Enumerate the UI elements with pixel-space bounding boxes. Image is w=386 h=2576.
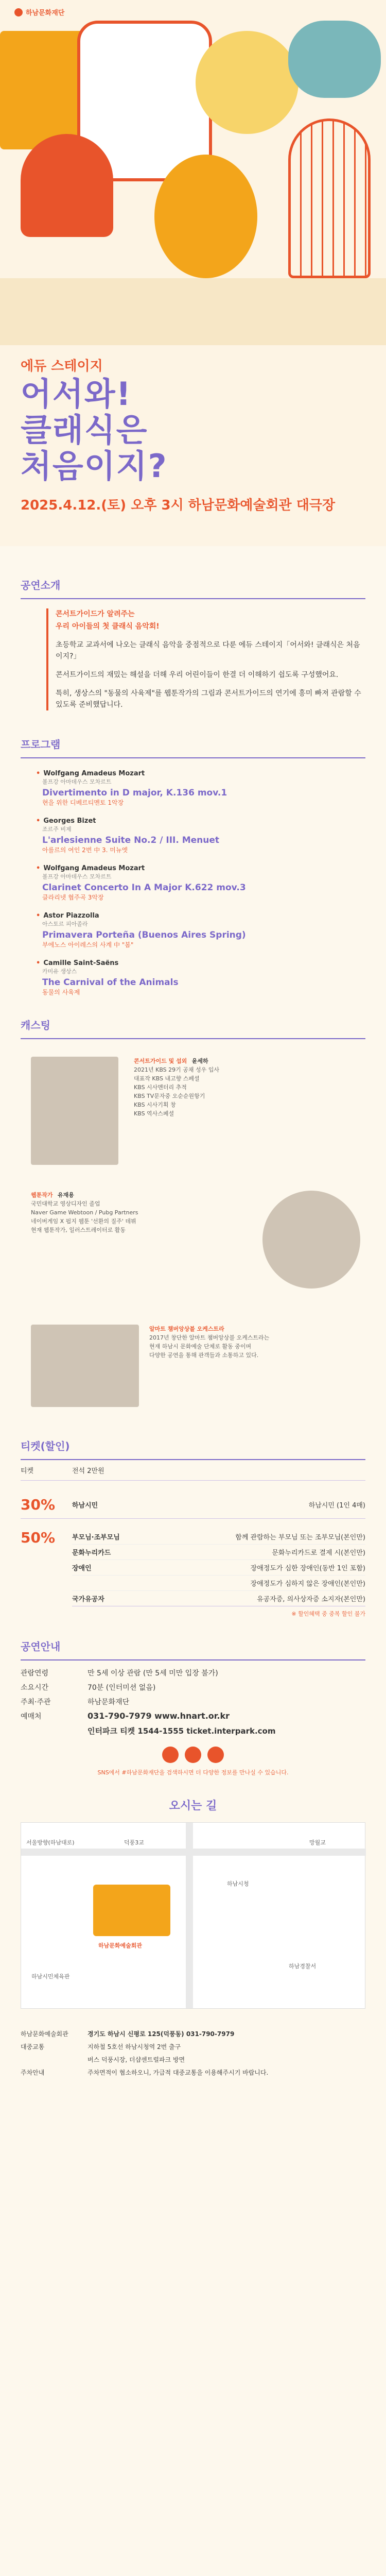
artist-role: 웹툰작가 xyxy=(31,1192,53,1198)
program-item xyxy=(36,959,365,996)
intro-highlight-1: 콘서트가이드가 알려주는 xyxy=(56,610,135,618)
price-label: 티켓 xyxy=(21,1467,34,1475)
discount-key: 국가유공자 xyxy=(72,1596,104,1603)
info-row xyxy=(21,1725,365,1736)
work-title-ko: 아를르의 여인 2번 中 3. 미뉴엣 xyxy=(42,846,128,854)
intro-highlight-2: 우리 아이들의 첫 클래식 음악회! xyxy=(56,622,160,631)
intro-paragraph: 콘서트가이드의 재밌는 해설을 더해 우리 어린이들이 한결 더 이해하기 쉽도록 구성했어요. xyxy=(56,671,339,679)
turtle-illustration-icon xyxy=(288,21,381,98)
discount-pct: 50% xyxy=(21,1529,56,1546)
discount-note: ※ 할인혜택 중 중복 할인 불가 xyxy=(291,1611,365,1617)
divider xyxy=(21,757,365,758)
discount-value: 함께 관람하는 부모님 또는 조부모님(본인만) xyxy=(235,1534,365,1541)
orchestra-line: 2017년 창단한 알마트 챔버앙상블 오케스트라는 xyxy=(149,1334,270,1341)
artist-photo xyxy=(262,1191,360,1289)
cross-road xyxy=(186,1823,193,2008)
cast-card-artist xyxy=(21,1185,365,1309)
orchestra-photo xyxy=(31,1325,139,1407)
composer: • Wolfgang Amadeus Mozart xyxy=(36,865,365,872)
discount-key: 문화누리카드 xyxy=(72,1549,111,1557)
info-key: 주최·주관 xyxy=(21,1698,51,1706)
intro-section xyxy=(0,577,386,710)
footer-value: 지하철 5호선 하남시청역 2번 출구 xyxy=(87,2043,181,2050)
footer-row xyxy=(21,2029,365,2038)
program-item xyxy=(36,912,365,949)
info-value: 만 5세 이상 관람 (만 5세 미만 입장 불가) xyxy=(87,1669,218,1677)
map-section xyxy=(0,1797,386,2009)
sun-illustration-icon xyxy=(196,31,299,134)
price-value: 전석 2만원 xyxy=(72,1467,104,1475)
work-title: L'arlesienne Suite No.2 / III. Menuet xyxy=(42,835,220,845)
map-label: 망월교 xyxy=(309,1839,326,1846)
program-item xyxy=(36,865,365,902)
discount-row xyxy=(72,1560,365,1575)
section-title: 공연소개 xyxy=(21,579,61,591)
info-key: 관람연령 xyxy=(21,1669,49,1677)
section-title: 공연안내 xyxy=(21,1640,61,1653)
cast-card-guide xyxy=(21,1052,365,1175)
title-line-3: 처음이지? xyxy=(21,447,168,485)
discount-row xyxy=(72,1545,365,1560)
artist-line: 네이버게임 X 펍지 웹툰 '선환의 질주' 데뷔 xyxy=(31,1218,136,1225)
footer-key: 대중교통 xyxy=(21,2043,45,2050)
logo-text: 하남문화재단 xyxy=(26,9,65,17)
guide-line: 대표작 KBS 내고향 스페셜 xyxy=(134,1075,200,1082)
work-title-ko: 클라리넷 협주곡 3악장 xyxy=(42,894,104,901)
artist-line: Naver Game Webtoon / Pubg Partners xyxy=(31,1209,138,1216)
intro-paragraph: 초등학교 교과서에 나오는 클래식 음악을 중점적으로 다룬 에듀 스테이지「어서와! 클래식은 처음이지?」 xyxy=(56,641,360,660)
logo-mark-icon xyxy=(14,8,23,16)
venue-marker-icon xyxy=(93,1885,170,1936)
work-title-ko: 현을 위한 디베르티멘토 1악장 xyxy=(42,799,124,806)
artist-line: 현재 웹툰작가, 일러스트레이터로 활동 xyxy=(31,1227,126,1233)
divider xyxy=(21,1659,365,1660)
main-road xyxy=(21,1849,366,1856)
program-item xyxy=(36,817,365,854)
work-title: Clarinet Concerto In A Major K.622 mov.3 xyxy=(42,883,246,893)
work-title: Divertimento in D major, K.136 mov.1 xyxy=(42,788,227,798)
date-venue: 2025.4.12.(토) 오후 3시 하남문화예술회관 대극장 xyxy=(21,498,336,513)
footer-row xyxy=(21,2042,365,2051)
divider xyxy=(21,598,365,599)
orchestra-info xyxy=(149,1325,360,1360)
orchestra-line: 다양한 공연을 통해 관객들과 소통하고 있다. xyxy=(149,1352,259,1359)
footer-row xyxy=(21,2055,365,2064)
discount-group xyxy=(21,1529,365,1606)
booking-phone-link[interactable]: 031-790-7979 www.hnart.or.kr xyxy=(87,1711,230,1721)
ticket-body xyxy=(21,1460,365,1618)
chicken-illustration-icon xyxy=(21,134,113,237)
discount-value: 유공자증, 의사상자증 소지자(본인만) xyxy=(257,1596,365,1603)
footer-value: 주차면적이 협소하오니, 가급적 대중교통을 이용해주시기 바랍니다. xyxy=(87,2069,269,2076)
composer: • Camille Saint-Saëns xyxy=(36,959,365,967)
ticket-section xyxy=(0,1438,386,1618)
discount-value: 장애정도가 심하지 않은 장애인(본인만) xyxy=(250,1580,365,1588)
discount-key: 장애인 xyxy=(72,1565,92,1572)
discount-row xyxy=(72,1496,365,1513)
divider xyxy=(21,1038,365,1039)
discount-key: 부모님·조부모님 xyxy=(72,1534,120,1541)
guide-line: KBS 시사멘터리 추적 xyxy=(134,1084,187,1091)
instagram-icon[interactable] xyxy=(207,1747,224,1763)
guide-name: 윤세하 xyxy=(191,1058,208,1064)
guide-line: 2021년 KBS 29기 공채 성우 입사 xyxy=(134,1066,220,1073)
location-map[interactable] xyxy=(21,1822,365,2009)
facebook-icon[interactable] xyxy=(185,1747,201,1763)
discount-row xyxy=(72,1591,365,1606)
section-title: 오시는 길 xyxy=(169,1800,217,1812)
guide-photo xyxy=(31,1057,118,1165)
map-label: 덕풍3교 xyxy=(124,1839,144,1846)
discount-value: 장애정도가 심한 장애인(동반 1인 포함) xyxy=(250,1565,365,1572)
footer-value: 경기도 하남시 신평로 125(덕풍동) 031-790-7979 xyxy=(87,2030,235,2038)
footer-key: 하남문화예술회관 xyxy=(21,2030,68,2038)
map-label: 서울방향(하남대로) xyxy=(26,1839,75,1846)
page-title xyxy=(21,376,168,484)
composer-ko: 아스토르 피아졸라 xyxy=(42,921,88,927)
info-row xyxy=(21,1682,365,1692)
section-title: 티켓(할인) xyxy=(21,1440,70,1452)
program-list xyxy=(36,770,365,996)
guide-line: KBS 역사스페셜 xyxy=(134,1110,174,1117)
program-section xyxy=(0,736,386,996)
lion-illustration-icon xyxy=(154,155,257,278)
artist-line: 국민대학교 영상디자인 졸업 xyxy=(31,1200,100,1207)
artist-name: 유재용 xyxy=(58,1192,74,1198)
map-label: 하남문화예술회관 xyxy=(98,1942,143,1949)
map-label: 하남시청 xyxy=(227,1880,249,1887)
footer-key xyxy=(21,2055,87,2064)
composer-ko: 조르주 비제 xyxy=(42,826,72,833)
social-note: SNS에서 #하남문화재단을 검색하시면 더 다양한 정보를 만나실 수 있습니다. xyxy=(97,1769,289,1776)
composer-ko: 볼프강 아마데우스 모차르트 xyxy=(42,778,112,785)
info-section xyxy=(0,1638,386,1776)
cast-card-orchestra xyxy=(21,1319,365,1417)
info-key: 예매처 xyxy=(21,1713,42,1721)
youtube-icon[interactable] xyxy=(162,1747,179,1763)
discount-row xyxy=(72,1575,365,1591)
section-title: 캐스팅 xyxy=(21,1019,50,1031)
guide-line: KBS TV문자중 오순순원항기 xyxy=(134,1093,205,1099)
info-row xyxy=(21,1697,365,1707)
intro-paragraph: 특히, 생상스의 "동물의 사육제"를 웹툰작가의 그림과 콘서트가이드의 연기에 흥미 빠져 관람할 수 있도록 준비했답니다. xyxy=(56,689,361,709)
composer-ko: 카미유 생상스 xyxy=(42,968,77,975)
discount-value: 문화누리카드로 결제 시(본인만) xyxy=(272,1549,365,1557)
info-table xyxy=(21,1668,365,1736)
edu-stage-tag: 에듀 스테이지 xyxy=(21,359,103,374)
info-value: 하남문화재단 xyxy=(87,1698,130,1706)
social-icons xyxy=(0,1747,386,1763)
program-item xyxy=(36,770,365,807)
intro-body xyxy=(46,608,365,710)
info-row xyxy=(21,1711,365,1721)
info-row xyxy=(21,1668,365,1678)
logo[interactable] xyxy=(14,7,64,17)
guide-line: KBS 시사기획 창 xyxy=(134,1101,176,1108)
composer: • Astor Piazzolla xyxy=(36,912,365,920)
composer: • Wolfgang Amadeus Mozart xyxy=(36,770,365,777)
cast-section xyxy=(0,1017,386,1417)
discount-pct: 30% xyxy=(21,1496,56,1513)
work-title: Primavera Porteña (Buenos Aires Spring) xyxy=(42,930,246,940)
discount-rows xyxy=(72,1529,365,1606)
hero-banner xyxy=(0,0,386,546)
footer-value: 버스 덕풍시장, 더샵센트럴파크 방면 xyxy=(87,2056,185,2063)
info-key: 소요시간 xyxy=(21,1684,49,1692)
composer-ko: 볼프강 아마데우스 모차르트 xyxy=(42,873,112,880)
info-key xyxy=(21,1725,87,1736)
footer-row xyxy=(21,2068,365,2077)
discount-row xyxy=(72,1529,365,1545)
title-line-2: 클래식은 xyxy=(21,411,148,449)
work-title-ko: 동물의 사육제 xyxy=(42,989,80,996)
orchestra-name: 알마트 챔버앙상블 오케스트라 xyxy=(149,1326,224,1332)
price-row xyxy=(21,1460,365,1481)
guide-info xyxy=(134,1057,360,1118)
work-title-ko: 부에노스 아이레스의 사계 中 "봄" xyxy=(42,941,134,948)
title-line-1: 어서와! xyxy=(21,375,132,413)
discount-key: 하남시민 xyxy=(72,1502,98,1510)
discount-value: 하남시민 (1인 4매) xyxy=(308,1502,365,1510)
guide-role: 콘서트가이드 및 섭외 xyxy=(134,1058,187,1064)
composer: • Georges Bizet xyxy=(36,817,365,825)
artist-info xyxy=(31,1191,247,1234)
birdcage-illustration-icon xyxy=(288,118,371,278)
hero-ground xyxy=(0,278,386,345)
interpark-link[interactable]: 인터파크 티켓 1544-1555 ticket.interpark.com xyxy=(87,1726,276,1736)
info-value: 70분 (인터미션 없음) xyxy=(87,1684,156,1692)
discount-group xyxy=(21,1496,365,1519)
section-title: 프로그램 xyxy=(21,738,61,751)
map-label: 하남경찰서 xyxy=(289,1963,317,1970)
map-label: 하남시민체육관 xyxy=(31,1973,70,1980)
footer-key: 주차안내 xyxy=(21,2069,45,2076)
orchestra-line: 현재 하남시 문화예술 단체로 활동 중이며 xyxy=(149,1343,252,1350)
footer-info xyxy=(21,2029,365,2077)
work-title: The Carnival of the Animals xyxy=(42,977,179,988)
